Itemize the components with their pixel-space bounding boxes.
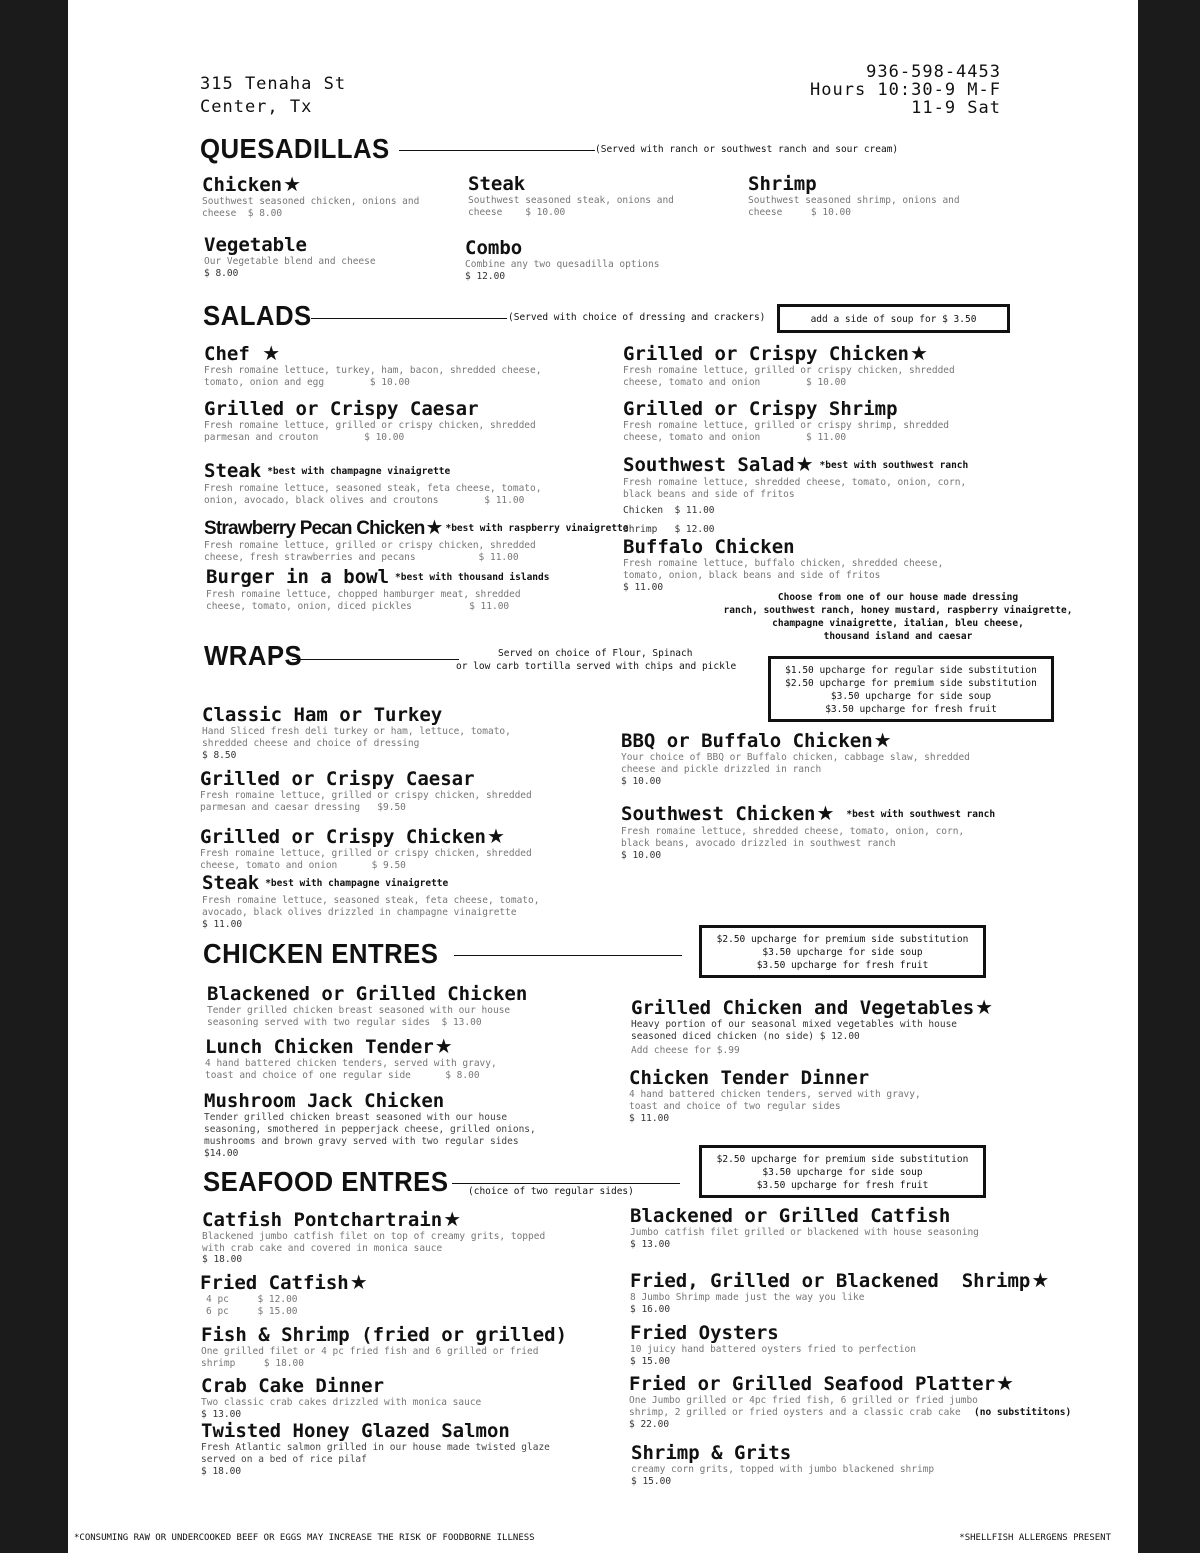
item-name: Grilled Chicken and Vegetables xyxy=(631,997,975,1019)
menu-item xyxy=(631,996,993,1057)
star-icon: ★ xyxy=(443,1207,462,1231)
star-icon: ★ xyxy=(486,824,505,848)
menu-item xyxy=(206,566,549,613)
menu-item xyxy=(207,983,527,1029)
dressing-list: Choose from one of our house made dressing ranch, southwest ranch, honey mustard, raspberry vinaigrette, champagne vinaigrette, italian, bleu cheese, thousand island and caesar xyxy=(723,592,1073,642)
star-icon: ★ xyxy=(873,728,892,752)
item-description: 4 hand battered chicken tenders, served with gravy, toast and choice of one regular side $ 8.00 xyxy=(205,1058,497,1081)
item-description: Fresh romaine lettuce, seasoned steak, feta cheese, tomato, onion, avocado, black olives and croutons $ 11.00 xyxy=(204,483,542,506)
item-description: Fresh romaine lettuce, grilled or crispy shrimp, shredded cheese, tomato and onion $ 11.00 xyxy=(623,420,950,443)
item-name: Shrimp xyxy=(748,173,817,195)
item-description: Fresh romaine lettuce, grilled or crispy chicken, shredded parmesan and caesar dressing $9.50 xyxy=(200,790,532,813)
menu-item xyxy=(204,516,629,564)
menu-item xyxy=(201,1375,481,1421)
item-name: Twisted Honey Glazed Salmon xyxy=(201,1420,510,1442)
section-note: (choice of two regular sides) xyxy=(468,1186,634,1197)
section-note: (Served with ranch or southwest ranch and sour cream) xyxy=(595,144,899,155)
item-price: $ 15.00 xyxy=(631,1476,672,1487)
item-tag: *best with thousand islands xyxy=(395,572,550,583)
item-name: Classic Ham or Turkey xyxy=(202,704,443,726)
menu-page xyxy=(68,0,1138,1553)
item-price: $ 10.00 xyxy=(621,776,662,787)
item-name: Grilled or Crispy Chicken xyxy=(200,826,486,848)
item-price: $ 18.00 xyxy=(202,1254,243,1265)
menu-item xyxy=(204,1090,536,1160)
menu-item xyxy=(201,1324,567,1370)
section-rule xyxy=(292,659,459,660)
item-description: 4 pc $ 12.00 6 pc $ 15.00 xyxy=(206,1294,298,1317)
menu-item xyxy=(631,1442,934,1488)
menu-item xyxy=(629,1372,1014,1431)
section-title-wraps: WRAPS xyxy=(204,640,303,671)
item-description: Fresh Atlantic salmon grilled in our house made twisted glaze served on a bed of rice pilaf xyxy=(201,1442,550,1465)
section-title-seafood: SEAFOOD ENTRES xyxy=(203,1166,449,1197)
address-line-1: 315 Tenaha St xyxy=(200,74,347,94)
item-description: Fresh romaine lettuce, buffalo chicken, shredded cheese, tomato, onion, black beans and side of fritos xyxy=(623,558,944,581)
item-name: Fried or Grilled Seafood Platter xyxy=(629,1373,996,1395)
item-name: Chef xyxy=(204,343,250,365)
menu-item xyxy=(623,453,968,536)
section-title-chicken: CHICKEN ENTRES xyxy=(203,938,439,969)
item-name: Southwest Chicken xyxy=(621,803,816,825)
hours-weekday: Hours 10:30-9 M-F xyxy=(810,80,1001,100)
item-price: $ 22.00 xyxy=(629,1419,670,1430)
item-name: Grilled or Crispy Chicken xyxy=(623,343,909,365)
menu-item xyxy=(202,173,419,220)
item-description: Fresh romaine lettuce, grilled or crispy chicken, shredded parmesan and crouton $ 10.00 xyxy=(204,420,536,443)
item-description: Heavy portion of our seasonal mixed vegetables with house seasoned diced chicken (no side) $ 12.00 xyxy=(631,1019,958,1042)
item-description: Blackened jumbo catfish filet on top of creamy grits, topped with crab cake and covered in monica sauce xyxy=(202,1231,546,1254)
phone-number: 936-598-4453 xyxy=(866,62,1001,82)
menu-item xyxy=(205,1035,497,1082)
menu-item xyxy=(204,342,541,389)
menu-item xyxy=(623,536,943,594)
item-description: Fresh romaine lettuce, chopped hamburger meat, shredded cheese, tomato, onion, diced pickles $ 11.00 xyxy=(206,589,521,612)
menu-item xyxy=(201,1420,550,1478)
upcharge-box: $2.50 upcharge for premium side substitution $3.50 upcharge for side soup $3.50 upcharge for fresh fruit xyxy=(699,1145,986,1198)
item-tag: *best with champagne vinaigrette xyxy=(267,466,451,477)
item-name: BBQ or Buffalo Chicken xyxy=(621,730,873,752)
item-price: $ 11.00 xyxy=(623,582,664,593)
item-name: Grilled or Crispy Caesar xyxy=(200,768,475,790)
item-price: Shrimp $ 12.00 xyxy=(623,524,715,535)
menu-item xyxy=(202,704,511,762)
item-name: Steak xyxy=(202,872,260,894)
menu-item xyxy=(204,460,541,507)
menu-item xyxy=(202,872,539,931)
item-name: Steak xyxy=(468,173,526,195)
item-name: Vegetable xyxy=(204,234,307,256)
menu-item xyxy=(621,802,995,862)
item-description: Jumbo catfish filet grilled or blackened with house seasoning xyxy=(630,1227,979,1238)
star-icon: ★ xyxy=(975,995,994,1019)
menu-item xyxy=(630,1269,1049,1316)
item-description: Our Vegetable blend and cheese xyxy=(204,256,376,267)
item-tag: *best with champagne vinaigrette xyxy=(265,878,449,889)
item-name: Steak xyxy=(204,460,262,482)
item-price: $ 16.00 xyxy=(630,1304,671,1315)
star-icon: ★ xyxy=(909,341,928,365)
item-description: Fresh romaine lettuce, shredded cheese, tomato, onion, corn, black beans and side of fritos xyxy=(623,477,967,500)
item-tag: *best with southwest ranch xyxy=(819,460,969,471)
item-description: Tender grilled chicken breast seasoned with our house seasoning served with two regular sides $ 13.00 xyxy=(207,1005,511,1028)
item-description: One Jumbo grilled or 4pc fried fish, 6 grilled or fried jumbo shrimp, 2 grilled or fried oysters and a classic crab cake xyxy=(629,1395,978,1418)
item-description: Southwest seasoned steak, onions and cheese $ 10.00 xyxy=(468,195,674,218)
item-price: $ 11.00 xyxy=(629,1113,670,1124)
hours-saturday: 11-9 Sat xyxy=(911,98,1001,118)
menu-item xyxy=(202,1208,545,1264)
item-description: Two classic crab cakes drizzled with monica sauce xyxy=(201,1397,482,1408)
item-name: Lunch Chicken Tender xyxy=(205,1036,434,1058)
item-description: Hand Sliced fresh deli turkey or ham, lettuce, tomato, shredded cheese and choice of dressing xyxy=(202,726,511,749)
menu-item xyxy=(623,398,949,444)
menu-item xyxy=(465,237,659,283)
menu-item xyxy=(630,1205,979,1251)
item-tag: *best with raspberry vinaigrette xyxy=(445,523,629,534)
item-price: $ 13.00 xyxy=(201,1409,242,1420)
allergen-warning: *SHELLFISH ALLERGENS PRESENT xyxy=(959,1533,1111,1543)
item-price: $ 8.00 xyxy=(204,268,239,279)
star-icon: ★ xyxy=(816,801,835,825)
star-icon: ★ xyxy=(434,1034,453,1058)
menu-item xyxy=(630,1322,916,1368)
menu-item xyxy=(468,173,674,219)
item-tag: *best with southwest ranch xyxy=(846,809,996,820)
item-description: Fresh romaine lettuce, shredded cheese, tomato, onion, corn, black beans, avocado drizzled in southwest ranch xyxy=(621,826,965,849)
item-price: $ 18.00 xyxy=(201,1466,242,1477)
item-name: Fried Catfish xyxy=(200,1272,349,1294)
menu-item xyxy=(204,398,536,444)
item-description: 10 juicy hand battered oysters fried to perfection xyxy=(630,1344,916,1355)
upcharge-box: $2.50 upcharge for premium side substitution $3.50 upcharge for side soup $3.50 upcharge for fresh fruit xyxy=(699,925,986,978)
item-name: Blackened or Grilled Chicken xyxy=(207,983,528,1005)
menu-item xyxy=(200,1271,368,1318)
item-description: 4 hand battered chicken tenders, served with gravy, toast and choice of two regular sides xyxy=(629,1089,921,1112)
item-name: Catfish Pontchartrain xyxy=(202,1209,443,1231)
soup-upcharge-box: add a side of soup for $ 3.50 xyxy=(777,304,1010,333)
item-description: creamy corn grits, topped with jumbo blackened shrimp xyxy=(631,1464,935,1475)
item-name: Mushroom Jack Chicken xyxy=(204,1090,445,1112)
item-price: Chicken $ 11.00 xyxy=(623,505,715,516)
upcharge-box: $1.50 upcharge for regular side substitution $2.50 upcharge for premium side substitution $3.50 upcharge for side soup $3.50 upcharge for fresh fruit xyxy=(768,656,1054,722)
menu-item xyxy=(621,729,970,788)
item-description: Southwest seasoned chicken, onions and cheese $ 8.00 xyxy=(202,196,420,219)
section-rule xyxy=(311,318,507,319)
menu-item xyxy=(748,173,960,219)
star-icon: ★ xyxy=(349,1270,368,1294)
menu-item xyxy=(623,342,955,389)
item-name: Shrimp & Grits xyxy=(631,1442,792,1464)
section-note: Served on choice of Flour, Spinach xyxy=(498,648,693,659)
section-note: (Served with choice of dressing and crackers) xyxy=(508,312,766,323)
section-title-quesadillas: QUESADILLAS xyxy=(200,133,390,164)
item-name: Grilled or Crispy Caesar xyxy=(204,398,479,420)
item-price: $14.00 xyxy=(204,1148,239,1159)
menu-item xyxy=(200,768,532,814)
section-rule xyxy=(399,150,595,151)
item-price: $ 13.00 xyxy=(630,1239,671,1250)
item-description: One grilled filet or 4 pc fried fish and 6 grilled or fried shrimp $ 18.00 xyxy=(201,1346,539,1369)
item-price: $ 12.00 xyxy=(465,271,506,282)
item-name: Crab Cake Dinner xyxy=(201,1375,385,1397)
item-price: Add cheese for $.99 xyxy=(631,1045,740,1056)
item-description: Your choice of BBQ or Buffalo chicken, cabbage slaw, shredded cheese and pickle drizzled in ranch xyxy=(621,752,970,775)
menu-item xyxy=(204,234,376,280)
item-name: Buffalo Chicken xyxy=(623,536,795,558)
item-name: Blackened or Grilled Catfish xyxy=(630,1205,951,1227)
item-description: Fresh romaine lettuce, grilled or crispy chicken, shredded cheese, tomato and onion $ 9.50 xyxy=(200,848,532,871)
item-description: Tender grilled chicken breast seasoned with our house seasoning, smothered in pepperjack cheese, grilled onions, mushrooms and brown gravy served with two regular sides xyxy=(204,1112,536,1147)
item-price: $ 10.00 xyxy=(621,850,662,861)
item-price: $ 11.00 xyxy=(202,919,243,930)
item-description: Fresh romaine lettuce, grilled or crispy chicken, shredded cheese, tomato and onion $ 10.00 xyxy=(623,365,955,388)
item-description: Southwest seasoned shrimp, onions and cheese $ 10.00 xyxy=(748,195,960,218)
item-name: Fried Oysters xyxy=(630,1322,779,1344)
section-rule xyxy=(454,955,682,956)
item-description: Fresh romaine lettuce, seasoned steak, feta cheese, tomato, avocado, black olives drizzled in champagne vinaigrette xyxy=(202,895,540,918)
section-note: or low carb tortilla served with chips and pickle xyxy=(456,661,737,672)
menu-item xyxy=(200,825,532,872)
item-name: Fried, Grilled or Blackened Shrimp xyxy=(630,1270,1031,1292)
item-name: Chicken Tender Dinner xyxy=(629,1067,870,1089)
item-name: Grilled or Crispy Shrimp xyxy=(623,398,898,420)
item-name: Combo xyxy=(465,237,523,259)
item-description: Fresh romaine lettuce, turkey, ham, bacon, shredded cheese, tomato, onion and egg $ 10.00 xyxy=(204,365,542,388)
star-icon: ★ xyxy=(262,341,281,365)
item-name: Chicken xyxy=(202,174,283,196)
raw-food-warning: *CONSUMING RAW OR UNDERCOOKED BEEF OR EGGS MAY INCREASE THE RISK OF FOODBORNE ILLNESS xyxy=(74,1533,535,1543)
section-title-salads: SALADS xyxy=(203,300,312,331)
section-rule xyxy=(452,1183,680,1184)
item-price: $ 8.50 xyxy=(202,750,237,761)
item-name: Strawberry Pecan Chicken xyxy=(204,518,425,539)
item-description: 8 Jumbo Shrimp made just the way you like xyxy=(630,1292,865,1303)
star-icon: ★ xyxy=(795,452,814,476)
item-price: $ 15.00 xyxy=(630,1356,671,1367)
item-name: Southwest Salad xyxy=(623,454,795,476)
star-icon: ★ xyxy=(1031,1268,1050,1292)
item-description: Fresh romaine lettuce, grilled or crispy chicken, shredded cheese, fresh strawberries and pecans $ 11.00 xyxy=(204,540,536,563)
star-icon: ★ xyxy=(283,172,302,196)
no-substitutions-note: (no substititons) xyxy=(974,1407,1072,1418)
star-icon: ★ xyxy=(425,515,444,539)
item-name: Fish & Shrimp (fried or grilled) xyxy=(201,1324,568,1346)
star-icon: ★ xyxy=(996,1371,1014,1395)
item-name: Burger in a bowl xyxy=(206,566,390,588)
item-description: Combine any two quesadilla options xyxy=(465,259,660,270)
address-line-2: Center, Tx xyxy=(200,97,313,117)
menu-item xyxy=(629,1067,921,1125)
